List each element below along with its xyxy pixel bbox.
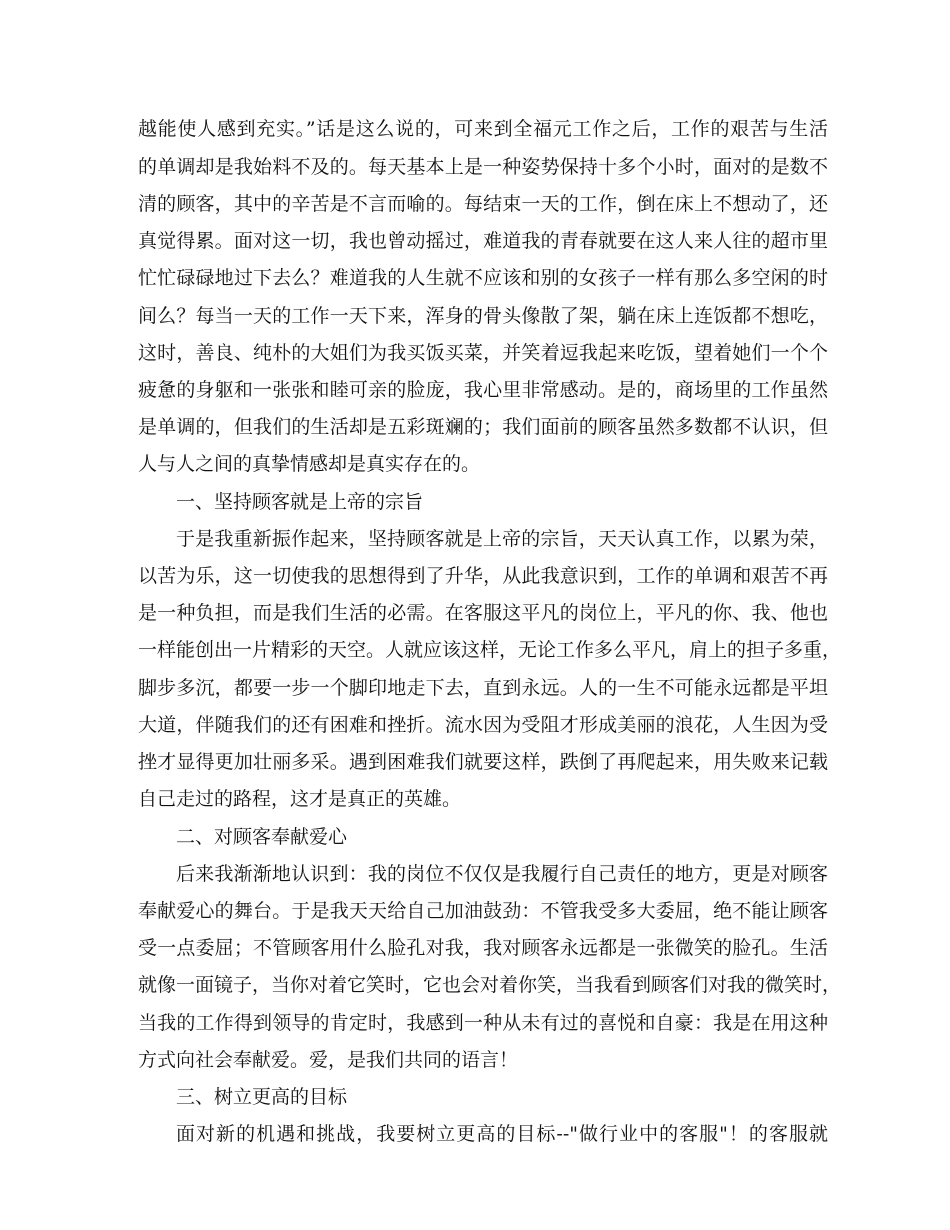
section-heading-2: 二、对顾客奉献爱心	[176, 826, 348, 848]
paragraph-line: 挫才显得更加壮丽多采。遇到困难我们就要这样，跌倒了再爬起来，用失败来记载	[138, 751, 828, 773]
paragraph-line: 人与人之间的真挚情感却是真实存在的。	[138, 453, 481, 475]
paragraph-line: 以苦为乐，这一切使我的思想得到了升华，从此我意识到，工作的单调和艰苦不再	[138, 565, 828, 587]
paragraph-line: 是单调的，但我们的生活却是五彩斑斓的；我们面前的顾客虽然多数都不认识，但	[138, 416, 828, 438]
paragraph-line: 方式向社会奉献爱。爱，是我们共同的语言！	[138, 1049, 519, 1071]
paragraph-line: 自己走过的路程，这才是真正的英雄。	[138, 788, 462, 810]
paragraph-line: 间么？每当一天的工作一天下来，浑身的骨头像散了架，躺在床上连饭都不想吃，	[138, 305, 828, 327]
paragraph-line: 真觉得累。面对这一切，我也曾动摇过，难道我的青春就要在这人来人往的超市里	[138, 230, 828, 252]
section-heading-3: 三、树立更高的目标	[176, 1086, 348, 1108]
paragraph-line: 越能使人感到充实。”话是这么说的，可来到全福元工作之后，工作的艰苦与生活	[138, 118, 828, 140]
paragraph-line: 于是我重新振作起来，坚持顾客就是上帝的宗旨，天天认真工作，以累为荣，	[176, 528, 828, 550]
paragraph-line: 大道，伴随我们的还有困难和挫折。流水因为受阻才形成美丽的浪花，人生因为受	[138, 714, 828, 736]
paragraph-line: 清的顾客，其中的辛苦是不言而喻的。每结束一天的工作，倒在床上不想动了，还	[138, 193, 828, 215]
paragraph-line: 奉献爱心的舞台。于是我天天给自己加油鼓劲：不管我受多大委屈，绝不能让顾客	[138, 900, 828, 922]
paragraph-line: 是一种负担，而是我们生活的必需。在客服这平凡的岗位上，平凡的你、我、他也	[138, 602, 828, 624]
section-heading-1: 一、坚持顾客就是上帝的宗旨	[176, 491, 424, 513]
paragraph-line: 疲惫的身躯和一张张和睦可亲的脸庞，我心里非常感动。是的，商场里的工作虽然	[138, 379, 828, 401]
paragraph-line: 这时，善良、纯朴的大姐们为我买饭买菜，并笑着逗我起来吃饭，望着她们一个个	[138, 342, 828, 364]
paragraph-line: 一样能创出一片精彩的天空。人就应该这样，无论工作多么平凡，肩上的担子多重，	[138, 639, 842, 661]
paragraph-line: 后来我渐渐地认识到：我的岗位不仅仅是我履行自己责任的地方，更是对顾客	[176, 863, 828, 885]
paragraph-line: 忙忙碌碌地过下去么？难道我的人生就不应该和别的女孩子一样有那么多空闲的时	[138, 267, 828, 289]
paragraph-line: 当我的工作得到领导的肯定时，我感到一种从未有过的喜悦和自豪：我是在用这种	[138, 1012, 828, 1034]
paragraph-line: 就像一面镜子，当你对着它笑时，它也会对着你笑，当我看到顾客们对我的微笑时，	[138, 974, 842, 996]
paragraph-line: 受一点委屈；不管顾客用什么脸孔对我，我对顾客永远都是一张微笑的脸孔。生活	[138, 937, 828, 959]
paragraph-line: 脚步多沉，都要一步一个脚印地走下去，直到永远。人的一生不可能永远都是平坦	[138, 677, 828, 699]
paragraph-line: 的单调却是我始料不及的。每天基本上是一种姿势保持十多个小时，面对的是数不	[138, 156, 828, 178]
paragraph-line: 面对新的机遇和挑战，我要树立更高的目标--"做行业中的客服"！的客服就	[176, 1123, 828, 1145]
